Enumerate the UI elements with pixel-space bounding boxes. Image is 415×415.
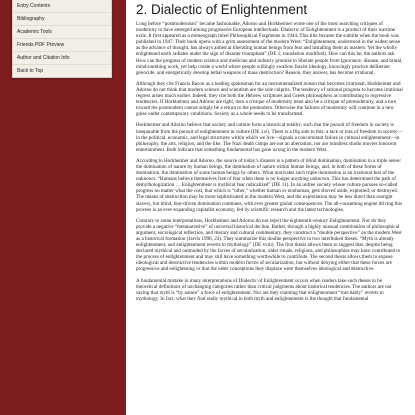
- paragraph: According to Horkheimer and Adorno, the source of today’s disaster is a pattern of blind domination, domination in a triple sense: the domination of nature by human beings, the domination of nature within human beings, and, in both of these forms of domination, the domination of some human beings by others. What motivates such triple domination is an irrational fear of the unknown: “Humans believe themselves free of fear when there is no longer anything unknown. This has determined the path of demythologization … Enlightenment is mythical fear radicalized” (DE 11). In an unfree society whose culture pursues so-called progress no matter what the cost, that which is “other,” whether human or nonhuman, gets shoved aside, exploited, or destroyed. The means of destruction may be more sophisticated in the modern West, and the exploitation may be less direct than outright slavery, but blind, fear-driven domination continues, with ever greater global consequences. The all-consuming engine driving this process is an ever-expanding capitalist economy, fed by scientific research and the latest technologies.: [136, 157, 403, 213]
- sidebar-item-academic-tools[interactable]: Academic Tools: [13, 26, 111, 39]
- paragraph: Long before “postmodernism” became fashionable, Adorno and Horkheimer wrote one of the most searching critiques of modernity to have emerged among progressive European intellectuals. Dialectic of Enlightenment is a product of their wartime exile. It first appeared as a mimeograph titled Philosophical Fragments in 1944. This title became the subtitle when the book was published in 1947. Their book opens with a grim assessment of the modern West: “Enlightenment, understood in the widest sense as the advance of thought, has always aimed at liberating human beings from fear and installing them as masters. Yet the wholly enlightened earth radiates under the sign of disaster triumphant” (DE 1; translation modified). How can this be, the authors ask. How can the progress of modern science and medicine and industry promise to liberate people from ignorance, disease, and brutal, mind-numbing work, yet help create a world where people willingly swallow fascist ideology, knowingly practice deliberate genocide, and energetically develop lethal weapons of mass destruction? Reason, they answer, has become irrational.: [136, 21, 403, 76]
- article-body: [126, 0, 415, 302]
- paragraph: Contrary to some interpretations, Horkheimer and Adorno do not reject the eighteenth-century Enlightenment. Nor do they provide a negative “metanarrative” of universal historical decline. Rather, through a highly unusual combination of philosophical argument, sociological reflection, and literary and cultural commentary, they construct a “double perspective” on the modern West as a historical formation (Jarvis 1998, 23). They summarize this double perspective in two interlinked theses: “Myth is already enlightenment, and enlightenment reverts to mythology” (DE xviii). The first thesis allows them to suggest that, despite being declared mythical and outmoded by the forces of secularization, older rituals, religions, and philosophies may have contributed to the process of enlightenment and may still have something worthwhile to contribute. The second thesis allows them to expose ideological and destructive tendencies within modern forces of secularization, but without denying either that these forces are progressive and enlightening or that the older conceptions they displace were themselves ideological and destructive.: [136, 217, 402, 273]
- sidebar-item-author-citation-info[interactable]: Author and Citation Info: [13, 52, 111, 65]
- sidebar-item-friends-pdf-preview[interactable]: Friends PDF Preview: [13, 39, 111, 52]
- sidebar-item-entry-contents[interactable]: Entry Contents: [13, 0, 111, 13]
- main-content: [126, 0, 415, 415]
- section-title: 2. Dialectic of Enlightenment: [136, 2, 308, 17]
- paragraph: Horkheimer and Adorno believe that society and culture form a historical totality, such that the pursuit of freedom in society is inseparable from the pursuit of enlightenment in culture (DE xvi). There is a flip side to this: a lack or loss of freedom in society—in the political, economic, and legal structures within which we live—signals a concomitant failure in cultural enlightenment—in philosophy, the arts, religion, and the like. The Nazi death camps are not an aberration, nor are mindless studio movies innocent entertainment. Both indicate that something fundamental has gone wrong in the modern West.: [136, 122, 403, 153]
- paragraph: A fundamental mistake in many interpretations of Dialectic of Enlightenment occurs when readers take such theses to be theoretical definitions of unchanging categories rather than critical judgments about historical tendencies. The authors are not saying that myth is “by nature” a force of enlightenment. Nor are they claiming that enlightenment “inevitably” reverts to mythology. In fact, what they find really mythical in both myth and enlightenment is the thought that fundamental: [136, 277, 392, 302]
- sidebar-item-back-to-top[interactable]: Back to Top: [17, 68, 44, 74]
- paragraph: Although they cite Francis Bacon as a leading spokesman for an instrumentalized reason that becomes irrational, Horkheimer and Adorno do not think that modern science and scientism are the sole culprits. The tendency of rational progress to become irrational regress arises much earlier. Indeed, they cite both the Hebrew scriptures and Greek philosophers as contributing to regressive tendencies. If Horkheimer and Adorno are right, then a critique of modernity must also be a critique of premodernity, and a turn toward the postmodern cannot simply be a return to the premodern. Otherwise the failures of modernity will continue in a new guise under contemporary conditions. Society as a whole needs to be transformed.: [136, 80, 403, 118]
- sidebar-menu: [12, 0, 112, 78]
- sidebar-item-bibliography[interactable]: Bibliography: [13, 13, 111, 26]
- sidebar: [0, 0, 126, 415]
